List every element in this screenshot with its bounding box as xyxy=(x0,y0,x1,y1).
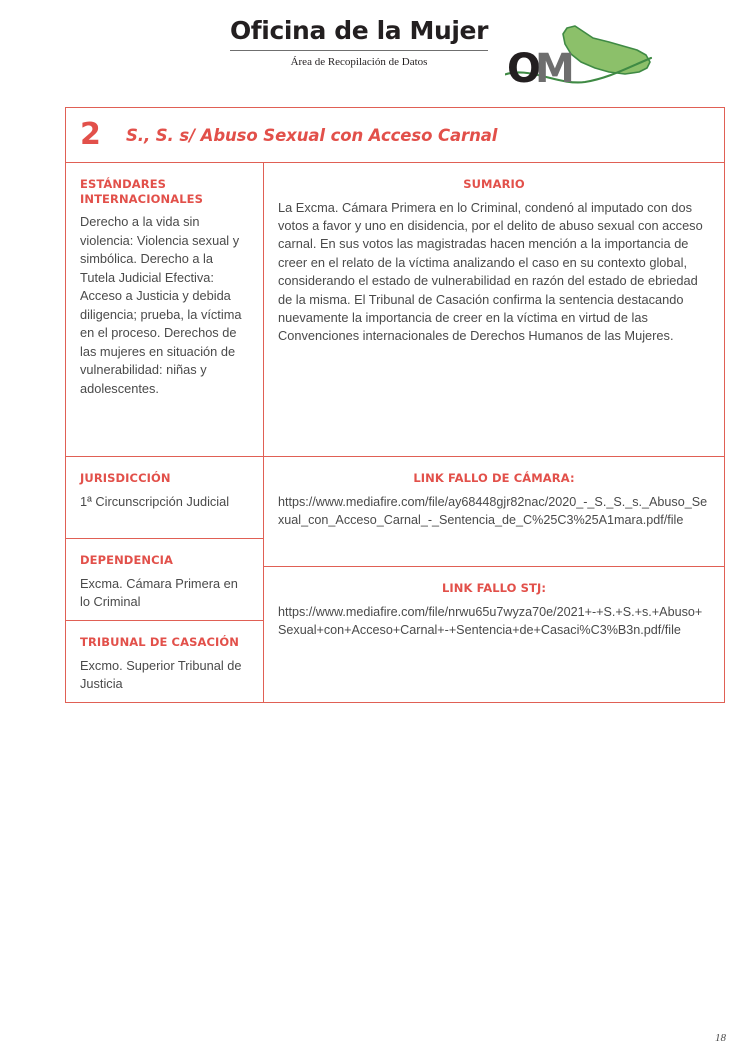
case-record-table xyxy=(65,107,725,703)
organization-subtitle: Área de Recopilación de Datos xyxy=(290,56,428,68)
summary-text: La Excma. Cámara Primera en lo Criminal, condenó al imputado con dos votos a favor y uno en disidencia, por el delito de abuso sexual con acceso carnal. En sus votos las magistradas hacen mención a la importancia de creer en el relato de la víctima analizando el caso en su contexto global, considerando el estado de vulnerabilidad en razón del estado de ebriedad de la misma. El Tribunal de Casación confirma la sentencia destacando nuevamente la importancia de creer en la víctima en virtud de las Convenciones internacionales de Derechos Humanos de las Mujeres. xyxy=(278,199,703,344)
logo-letter-o: O xyxy=(507,46,542,92)
cassation-court-cell xyxy=(66,620,263,702)
case-header-row xyxy=(66,108,724,163)
case-title: S., S. s/ Abuso Sexual con Acceso Carnal xyxy=(126,125,498,145)
masthead-divider xyxy=(230,50,488,51)
summary-label: SUMARIO xyxy=(463,177,525,191)
link-camara-cell xyxy=(264,456,724,566)
link-camara-url[interactable]: https://www.mediafire.com/file/ay68448gjr82nac/2020_-_S._S._s._Abuso_Sexual_con_Acceso_Carnal_-_Sentencia_de_C%25C3%25A1mara.pdf/file xyxy=(278,494,708,527)
dependency-label: DEPENDENCIA xyxy=(80,553,174,567)
map-shape-icon xyxy=(563,26,650,74)
link-stj-url[interactable]: https://www.mediafire.com/file/nrwu65u7wyza70e/2021+-+S.+S.+s.+Abuso+Sexual+con+Acceso+Carnal+-+Sentencia+de+Casaci%C3%B3n.pdf/file xyxy=(278,604,703,637)
jurisdiction-label: JURISDICCIÓN xyxy=(80,471,171,485)
om-logo xyxy=(505,24,655,96)
link-stj-cell xyxy=(264,566,724,702)
dependency-text: Excma. Cámara Primera en lo Criminal xyxy=(80,575,238,609)
masthead xyxy=(0,16,750,92)
case-right-column xyxy=(264,163,724,702)
jurisdiction-cell xyxy=(66,456,263,538)
masthead-title-block xyxy=(228,16,490,69)
standards-label: ESTÁNDARES INTERNACIONALES xyxy=(80,177,203,206)
cassation-court-label: TRIBUNAL DE CASACIÓN xyxy=(80,635,239,649)
case-body xyxy=(66,163,724,702)
page-number: 18 xyxy=(715,1032,726,1044)
organization-title: Oficina de la Mujer xyxy=(229,16,489,45)
om-logo-graphic xyxy=(505,24,655,96)
dependency-cell xyxy=(66,538,263,620)
standards-text: Derecho a la vida sin violencia: Violencia sexual y simbólica. Derecho a la Tutela Judicial Efectiva: Acceso a Justicia y debida diligencia; prueba, la víctima en el proceso. Derechos de las mujeres en situación de vulnerabilidad: niñas y adolescentes. xyxy=(80,214,242,396)
jurisdiction-text: 1ª Circunscripción Judicial xyxy=(80,493,230,509)
link-stj-label: LINK FALLO STJ: xyxy=(441,581,547,595)
link-camara-label: LINK FALLO DE CÁMARA: xyxy=(413,471,575,485)
case-left-column xyxy=(66,163,264,702)
case-number: 2 xyxy=(80,117,101,152)
cassation-court-text: Excmo. Superior Tribunal de Justicia xyxy=(80,657,242,691)
standards-cell xyxy=(66,163,263,456)
summary-cell xyxy=(264,163,724,456)
logo-letter-m: M xyxy=(535,46,575,92)
